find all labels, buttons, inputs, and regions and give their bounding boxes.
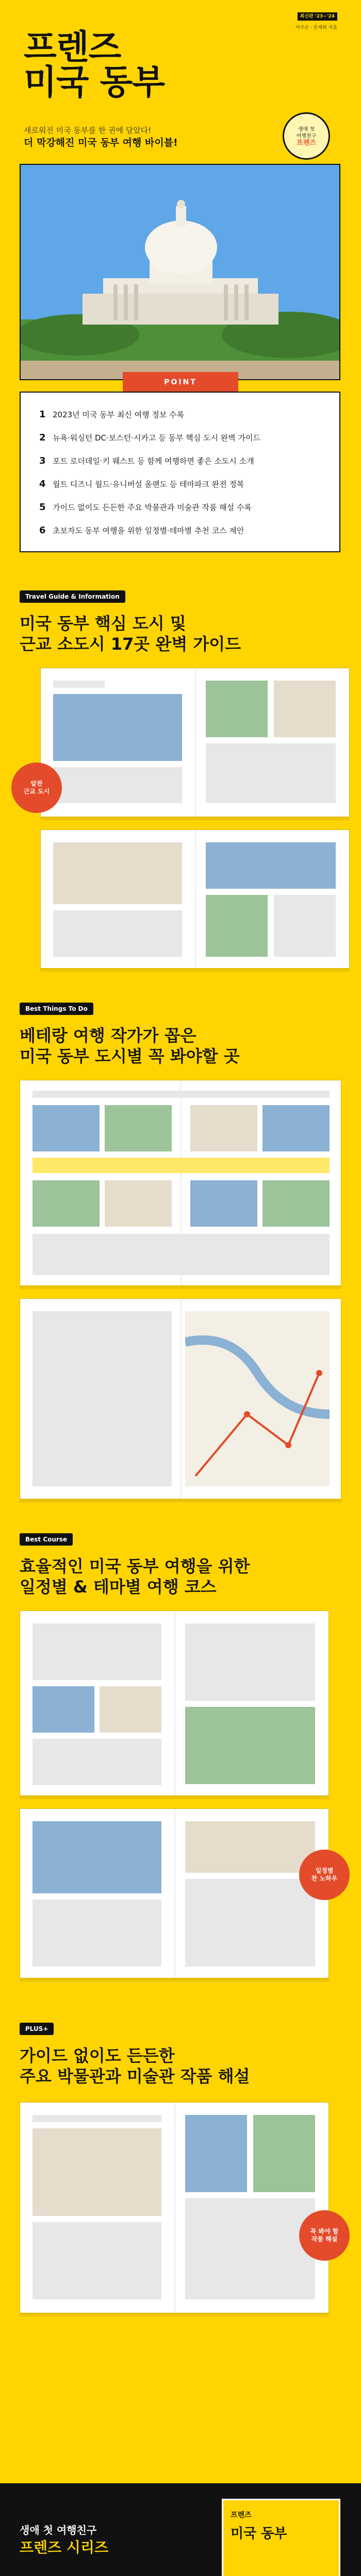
map-spread xyxy=(20,1298,341,1499)
section-title-line1: 가이드 없이도 든든한 xyxy=(20,2046,175,2065)
sticker-line2: 여행친구 xyxy=(296,133,317,139)
section-title xyxy=(20,1556,250,1597)
section-tag: Best Things To Do xyxy=(20,1003,93,1015)
section-title-line1: 효율적인 미국 동부 여행을 위한 xyxy=(20,1556,250,1576)
hero-title xyxy=(24,27,165,102)
section-title-line1: 베테랑 여행 작가가 꼽은 xyxy=(20,1026,196,1045)
capitol-photo xyxy=(20,164,340,380)
section-title-line2: 일정별 & 테마별 여행 코스 xyxy=(20,1577,217,1597)
point-number: 4 xyxy=(39,479,46,489)
book-spread xyxy=(40,829,350,969)
sticker-line3: 프렌즈 xyxy=(297,139,316,147)
capitol-illustration xyxy=(21,165,340,380)
section-title-line1: 미국 동부 핵심 도시 및 xyxy=(20,614,186,633)
section-title xyxy=(20,1025,240,1066)
point-number: 1 xyxy=(39,409,46,420)
point-item xyxy=(39,426,321,449)
series-section xyxy=(0,2483,361,2576)
book-spread xyxy=(20,1808,329,1978)
point-item xyxy=(39,403,321,426)
callout-badge: 알찬 근교 도시 xyxy=(11,762,62,813)
hero-title-line2: 미국 동부 xyxy=(24,62,165,102)
section-title xyxy=(20,2045,250,2087)
series-lead1: 생애 첫 여행친구 xyxy=(20,2524,97,2536)
point-number: 5 xyxy=(39,502,46,513)
point-text: 포트 로더데일·키 웨스트 등 함께 여행하면 좋은 소도시 소개 xyxy=(53,456,254,466)
section-best-course xyxy=(0,1515,361,2004)
point-ribbon: POINT xyxy=(123,372,238,393)
point-text: 2023년 미국 동부 최신 여행 정보 수록 xyxy=(53,410,185,419)
edition-badge: 최신판 '23~'24 xyxy=(298,12,337,21)
point-text: 뉴욕·워싱턴 DC·보스턴·시카고 등 동부 핵심 도시 완벽 가이드 xyxy=(53,433,260,443)
edition-info xyxy=(296,12,337,31)
section-tag: PLUS+ xyxy=(20,2023,54,2035)
museum-spread xyxy=(20,2102,329,2313)
series-title xyxy=(20,2521,108,2556)
authors: 이주은 · 문세희 지음 xyxy=(296,25,337,30)
section-travel-guide xyxy=(0,572,361,984)
point-text: 초보자도 동부 여행을 위한 일정별·테마별 추천 코스 제안 xyxy=(53,526,244,535)
section-title xyxy=(20,613,241,654)
sticker-line1: 생애 첫 xyxy=(298,126,315,132)
section-tag: Travel Guide & Information xyxy=(20,590,125,603)
book-spread xyxy=(20,1611,329,1796)
section-title-line2: 주요 박물관과 미술관 작품 해설 xyxy=(20,2066,250,2086)
hero-subtitle-strong: 더 막강해진 미국 동부 여행 바이블! xyxy=(24,137,178,148)
point-number: 3 xyxy=(39,455,46,466)
book-spread xyxy=(20,1080,341,1286)
point-item xyxy=(39,472,321,496)
hero-subtitle: 새로워진 미국 동부를 한 권에 담았다! xyxy=(24,126,152,135)
callout-badge: 일정별 찬 노하우 xyxy=(299,1850,350,1900)
point-item xyxy=(39,449,321,472)
point-list xyxy=(20,392,340,552)
section-tag: Best Course xyxy=(20,1533,73,1546)
point-number: 6 xyxy=(39,525,46,536)
hero-section xyxy=(0,0,361,572)
section-title-line2: 근교 소도시 17곳 완벽 가이드 xyxy=(20,634,241,654)
series-sticker xyxy=(283,112,330,160)
series-lead2: 프렌즈 시리즈 xyxy=(20,2539,109,2556)
point-text: 월트 디즈니 월드·유니버설 올랜도 등 테마파크 완전 정복 xyxy=(53,480,244,489)
point-item xyxy=(39,519,321,542)
point-number: 2 xyxy=(39,432,46,443)
book-spread xyxy=(40,668,350,817)
section-plus xyxy=(0,2004,361,2483)
point-text: 가이드 없이도 든든한 주요 박물관과 미술관 작품 해설 수록 xyxy=(53,503,252,512)
featured-cover xyxy=(222,2499,340,2576)
cover-title: 미국 동부 xyxy=(231,2526,287,2541)
section-title-line2: 미국 동부 도시별 꼭 봐야할 곳 xyxy=(20,1046,240,1066)
cover-small-title: 프렌즈 xyxy=(231,2511,252,2519)
section-best-things xyxy=(0,984,361,1515)
callout-badge: 꼭 봐야 할 작품 해설 xyxy=(299,2210,350,2261)
city-map xyxy=(185,1311,330,1486)
hero-title-line1: 프렌즈 xyxy=(24,27,121,67)
point-item xyxy=(39,496,321,519)
